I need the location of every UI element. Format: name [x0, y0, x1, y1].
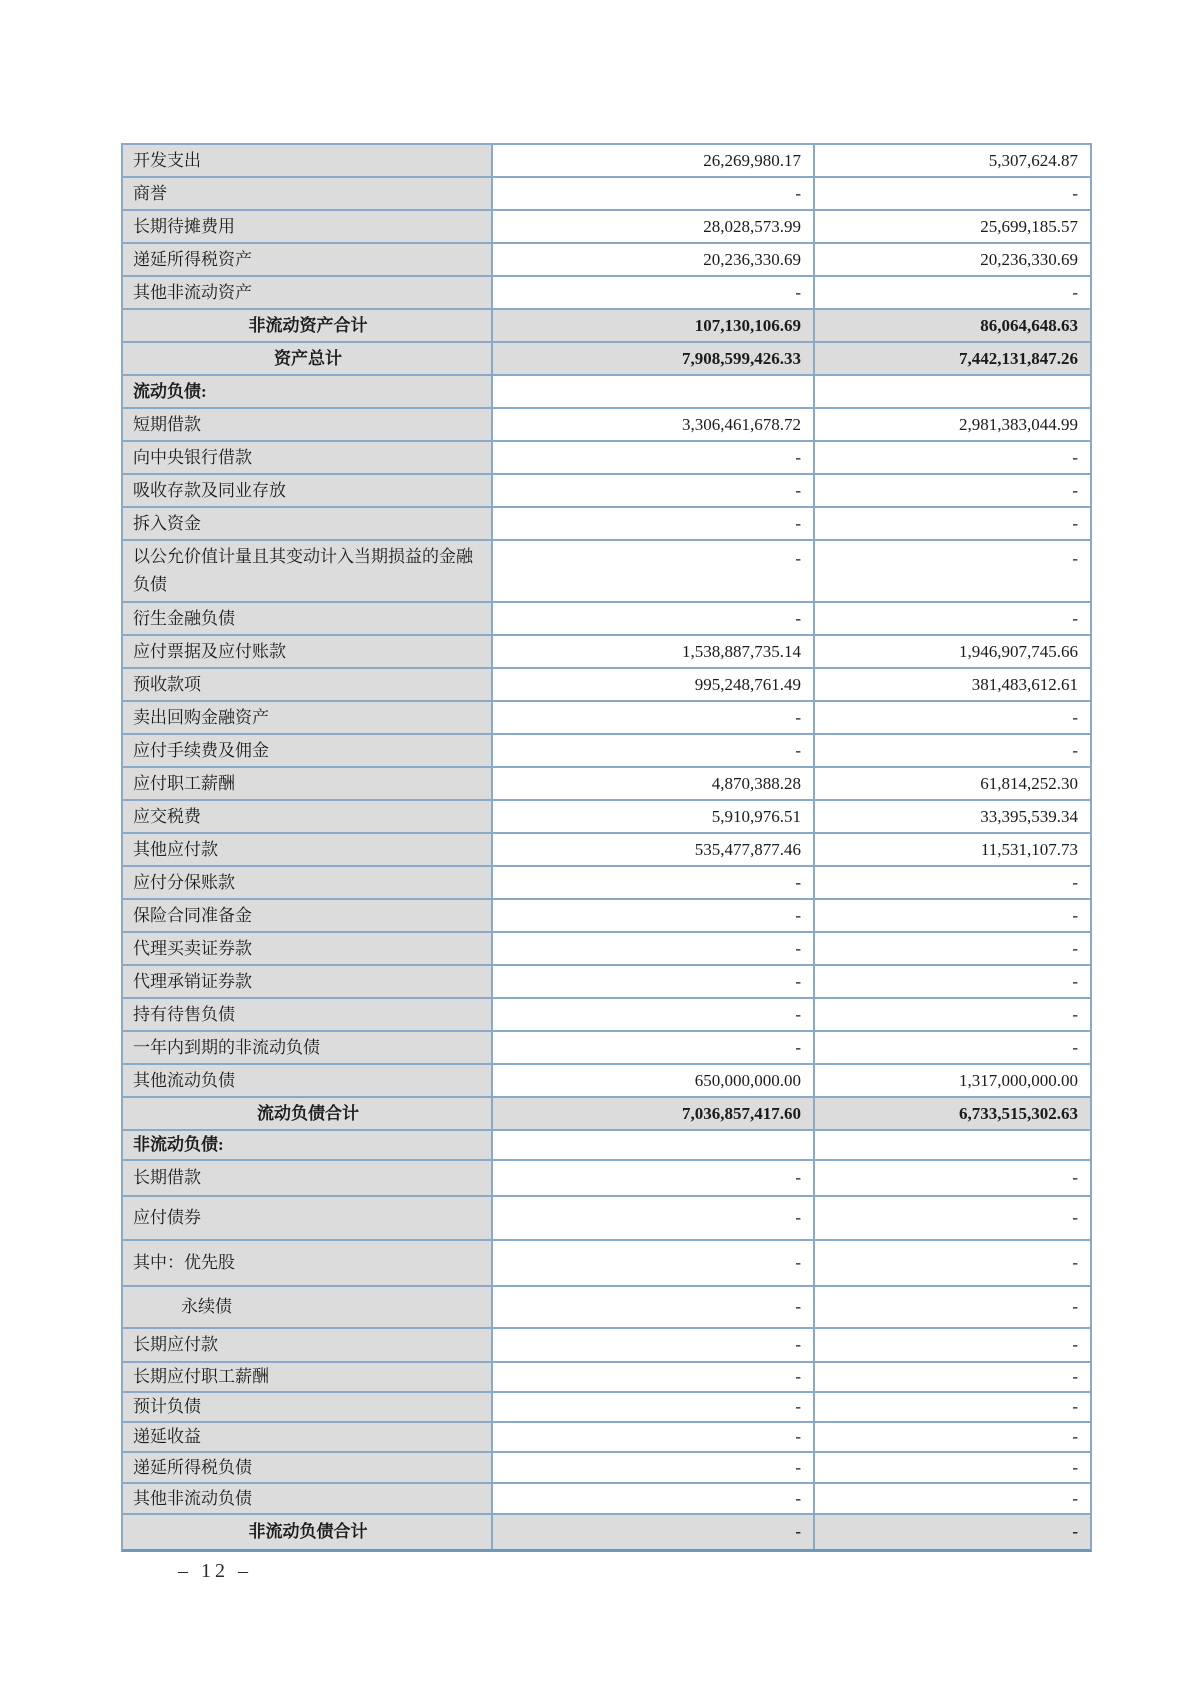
table-row [123, 1287, 1090, 1329]
table-row [123, 178, 1090, 211]
prior-period-value: - [815, 1287, 1090, 1327]
prior-period-value: 33,395,539.34 [815, 801, 1090, 832]
current-period-value: - [493, 933, 815, 964]
row-label: 应付职工薪酬 [123, 768, 493, 799]
table-row [123, 211, 1090, 244]
table-row [123, 1161, 1090, 1197]
table-row [123, 933, 1090, 966]
prior-period-value: - [815, 1197, 1090, 1239]
current-period-value: - [493, 178, 815, 209]
row-label: 应付票据及应付账款 [123, 636, 493, 667]
table-row [123, 1453, 1090, 1484]
current-period-value: 26,269,980.17 [493, 145, 815, 176]
table-row [123, 1515, 1090, 1549]
row-label: 预收款项 [123, 669, 493, 700]
prior-period-value: - [815, 178, 1090, 209]
current-period-value: - [493, 475, 815, 506]
current-period-value: - [493, 1287, 815, 1327]
row-label: 长期应付职工薪酬 [123, 1363, 493, 1391]
prior-period-value: - [815, 277, 1090, 308]
table-row [123, 541, 1090, 603]
table-row [123, 1423, 1090, 1453]
table-row [123, 409, 1090, 442]
current-period-value: 20,236,330.69 [493, 244, 815, 275]
row-label: 以公允价值计量且其变动计入当期损益的金融负债 [123, 541, 493, 601]
row-label: 预计负债 [123, 1393, 493, 1421]
table-row [123, 310, 1090, 343]
row-label: 代理买卖证券款 [123, 933, 493, 964]
row-label: 长期待摊费用 [123, 211, 493, 242]
prior-period-value: - [815, 867, 1090, 898]
prior-period-value: - [815, 966, 1090, 997]
prior-period-value: - [815, 1393, 1090, 1421]
current-period-value: - [493, 999, 815, 1030]
prior-period-value: - [815, 999, 1090, 1030]
row-label: 其他非流动资产 [123, 277, 493, 308]
row-label: 持有待售负债 [123, 999, 493, 1030]
row-label: 非流动资产合计 [123, 310, 493, 341]
table-row [123, 145, 1090, 178]
table-row [123, 966, 1090, 999]
row-label: 衍生金融负债 [123, 603, 493, 634]
current-period-value: - [493, 541, 815, 601]
prior-period-value: - [815, 735, 1090, 766]
table-row [123, 801, 1090, 834]
table-row [123, 1098, 1090, 1131]
row-label: 卖出回购金融资产 [123, 702, 493, 733]
table-row [123, 1197, 1090, 1241]
current-period-value: - [493, 508, 815, 539]
table-row [123, 702, 1090, 735]
current-period-value: - [493, 277, 815, 308]
prior-period-value: 11,531,107.73 [815, 834, 1090, 865]
current-period-value: - [493, 1453, 815, 1482]
table-row [123, 244, 1090, 277]
table-row [123, 603, 1090, 636]
page-number: – 12 – [178, 1560, 252, 1582]
current-period-value: 650,000,000.00 [493, 1065, 815, 1096]
prior-period-value: 6,733,515,302.63 [815, 1098, 1090, 1129]
row-label: 代理承销证券款 [123, 966, 493, 997]
current-period-value [493, 1131, 815, 1159]
current-period-value: - [493, 966, 815, 997]
current-period-value: 535,477,877.46 [493, 834, 815, 865]
row-label: 非流动负债合计 [123, 1515, 493, 1549]
prior-period-value: - [815, 1453, 1090, 1482]
current-period-value: 3,306,461,678.72 [493, 409, 815, 440]
prior-period-value: - [815, 1363, 1090, 1391]
table-row [123, 1131, 1090, 1161]
current-period-value: - [493, 1241, 815, 1285]
row-label: 其他流动负债 [123, 1065, 493, 1096]
row-label: 其中：优先股 [123, 1241, 493, 1285]
row-label: 开发支出 [123, 145, 493, 176]
prior-period-value: - [815, 702, 1090, 733]
table-row [123, 1363, 1090, 1393]
row-label: 拆入资金 [123, 508, 493, 539]
prior-period-value: - [815, 442, 1090, 473]
current-period-value: 107,130,106.69 [493, 310, 815, 341]
table-row [123, 1065, 1090, 1098]
table-row [123, 1393, 1090, 1423]
prior-period-value: 7,442,131,847.26 [815, 343, 1090, 374]
prior-period-value: 25,699,185.57 [815, 211, 1090, 242]
prior-period-value: - [815, 933, 1090, 964]
current-period-value: - [493, 603, 815, 634]
prior-period-value: - [815, 541, 1090, 601]
current-period-value: - [493, 1393, 815, 1421]
row-label: 长期应付款 [123, 1329, 493, 1361]
row-label: 向中央银行借款 [123, 442, 493, 473]
prior-period-value: 1,317,000,000.00 [815, 1065, 1090, 1096]
row-label: 流动负债: [123, 376, 493, 407]
row-label: 其他应付款 [123, 834, 493, 865]
row-label: 其他非流动负债 [123, 1484, 493, 1513]
prior-period-value: - [815, 1032, 1090, 1063]
row-label: 递延所得税资产 [123, 244, 493, 275]
table-row [123, 277, 1090, 310]
row-label: 流动负债合计 [123, 1098, 493, 1129]
table-row [123, 999, 1090, 1032]
current-period-value: 1,538,887,735.14 [493, 636, 815, 667]
current-period-value: - [493, 702, 815, 733]
table-row [123, 900, 1090, 933]
table-row [123, 1484, 1090, 1515]
current-period-value: 4,870,388.28 [493, 768, 815, 799]
row-label: 永续债 [123, 1287, 493, 1327]
prior-period-value: - [815, 508, 1090, 539]
row-label: 一年内到期的非流动负债 [123, 1032, 493, 1063]
current-period-value: - [493, 900, 815, 931]
prior-period-value: - [815, 1329, 1090, 1361]
prior-period-value: 1,946,907,745.66 [815, 636, 1090, 667]
current-period-value: - [493, 735, 815, 766]
row-label: 递延所得税负债 [123, 1453, 493, 1482]
current-period-value: - [493, 1423, 815, 1451]
prior-period-value: 86,064,648.63 [815, 310, 1090, 341]
prior-period-value: 381,483,612.61 [815, 669, 1090, 700]
prior-period-value: - [815, 603, 1090, 634]
table-row [123, 669, 1090, 702]
prior-period-value: 2,981,383,044.99 [815, 409, 1090, 440]
table-row [123, 1329, 1090, 1363]
balance-sheet-table [121, 143, 1092, 1552]
row-label: 保险合同准备金 [123, 900, 493, 931]
row-label: 应交税费 [123, 801, 493, 832]
table-row [123, 636, 1090, 669]
row-label: 非流动负债: [123, 1131, 493, 1159]
current-period-value: - [493, 867, 815, 898]
current-period-value: - [493, 442, 815, 473]
prior-period-value: - [815, 475, 1090, 506]
prior-period-value: 5,307,624.87 [815, 145, 1090, 176]
current-period-value [493, 376, 815, 407]
table-row [123, 735, 1090, 768]
table-row [123, 343, 1090, 376]
current-period-value: - [493, 1484, 815, 1513]
row-label: 吸收存款及同业存放 [123, 475, 493, 506]
current-period-value: - [493, 1515, 815, 1549]
prior-period-value: 20,236,330.69 [815, 244, 1090, 275]
current-period-value: 7,036,857,417.60 [493, 1098, 815, 1129]
table-row [123, 1032, 1090, 1065]
table-row [123, 1241, 1090, 1287]
table-row [123, 376, 1090, 409]
prior-period-value: 61,814,252.30 [815, 768, 1090, 799]
prior-period-value [815, 376, 1090, 407]
table-row [123, 834, 1090, 867]
table-row [123, 508, 1090, 541]
table-row [123, 475, 1090, 508]
prior-period-value: - [815, 900, 1090, 931]
current-period-value: 5,910,976.51 [493, 801, 815, 832]
prior-period-value: - [815, 1241, 1090, 1285]
row-label: 短期借款 [123, 409, 493, 440]
current-period-value: 28,028,573.99 [493, 211, 815, 242]
current-period-value: - [493, 1363, 815, 1391]
current-period-value: 7,908,599,426.33 [493, 343, 815, 374]
row-label: 应付债券 [123, 1197, 493, 1239]
table-row [123, 768, 1090, 801]
prior-period-value [815, 1131, 1090, 1159]
prior-period-value: - [815, 1161, 1090, 1195]
row-label: 递延收益 [123, 1423, 493, 1451]
row-label: 长期借款 [123, 1161, 493, 1195]
current-period-value: - [493, 1161, 815, 1195]
row-label: 应付手续费及佣金 [123, 735, 493, 766]
current-period-value: 995,248,761.49 [493, 669, 815, 700]
prior-period-value: - [815, 1423, 1090, 1451]
prior-period-value: - [815, 1484, 1090, 1513]
current-period-value: - [493, 1197, 815, 1239]
current-period-value: - [493, 1032, 815, 1063]
table-row [123, 442, 1090, 475]
table-row [123, 867, 1090, 900]
row-label: 商誉 [123, 178, 493, 209]
row-label: 资产总计 [123, 343, 493, 374]
prior-period-value: - [815, 1515, 1090, 1549]
current-period-value: - [493, 1329, 815, 1361]
row-label: 应付分保账款 [123, 867, 493, 898]
